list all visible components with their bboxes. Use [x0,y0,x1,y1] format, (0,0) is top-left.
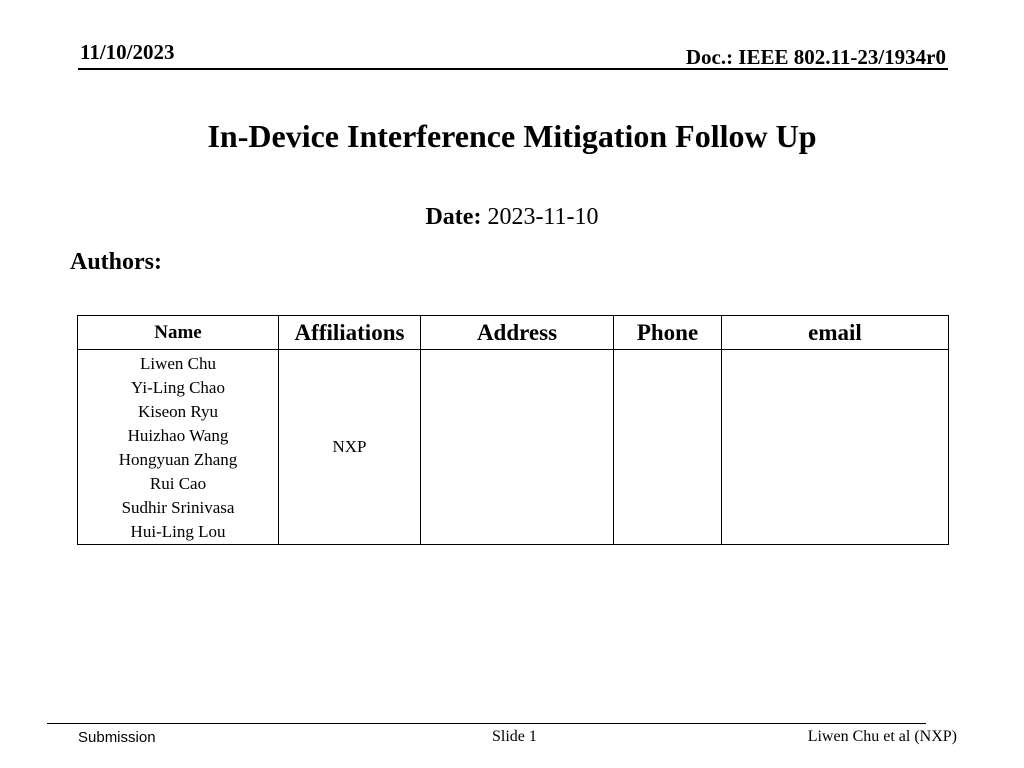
col-header-address: Address [421,316,614,350]
authors-table [77,315,949,545]
footer-submission: Submission [78,729,156,746]
footer-slide-number: Slide 1 [492,728,537,745]
author-name: Hongyuan Zhang [118,450,238,469]
cell-names [78,350,279,545]
table-header-row [78,316,949,350]
cell-email [722,350,949,545]
header-date: 11/10/2023 [80,40,175,64]
author-name: Sudhir Srinivasa [121,498,235,517]
date-label: Date: [425,204,482,230]
author-name: Yi-Ling Chao [131,378,225,397]
author-name: Kiseon Ryu [137,402,219,421]
slide-title: In-Device Interference Mitigation Follow Up [207,118,817,154]
date-line [0,204,1024,231]
date-value: 2023-11-10 [487,204,599,230]
cell-affiliation: NXP [279,350,421,545]
col-header-affiliations: Affiliations [279,316,421,350]
header-doc-id: Doc.: IEEE 802.11-23/1934r0 [685,45,946,69]
header-divider [78,68,948,70]
cell-address [421,350,614,545]
authors-heading: Authors: [70,249,163,275]
col-header-phone: Phone [614,316,722,350]
footer-divider [47,723,926,724]
footer-author-credit: Liwen Chu et al (NXP) [807,728,957,745]
author-name: Rui Cao [149,474,207,493]
cell-phone [614,350,722,545]
col-header-email: email [722,316,949,350]
author-name: Huizhao Wang [127,426,229,445]
author-name: Hui-Ling Lou [130,522,226,541]
author-name: Liwen Chu [139,354,217,373]
table-row [78,350,949,545]
col-header-name: Name [78,316,279,350]
